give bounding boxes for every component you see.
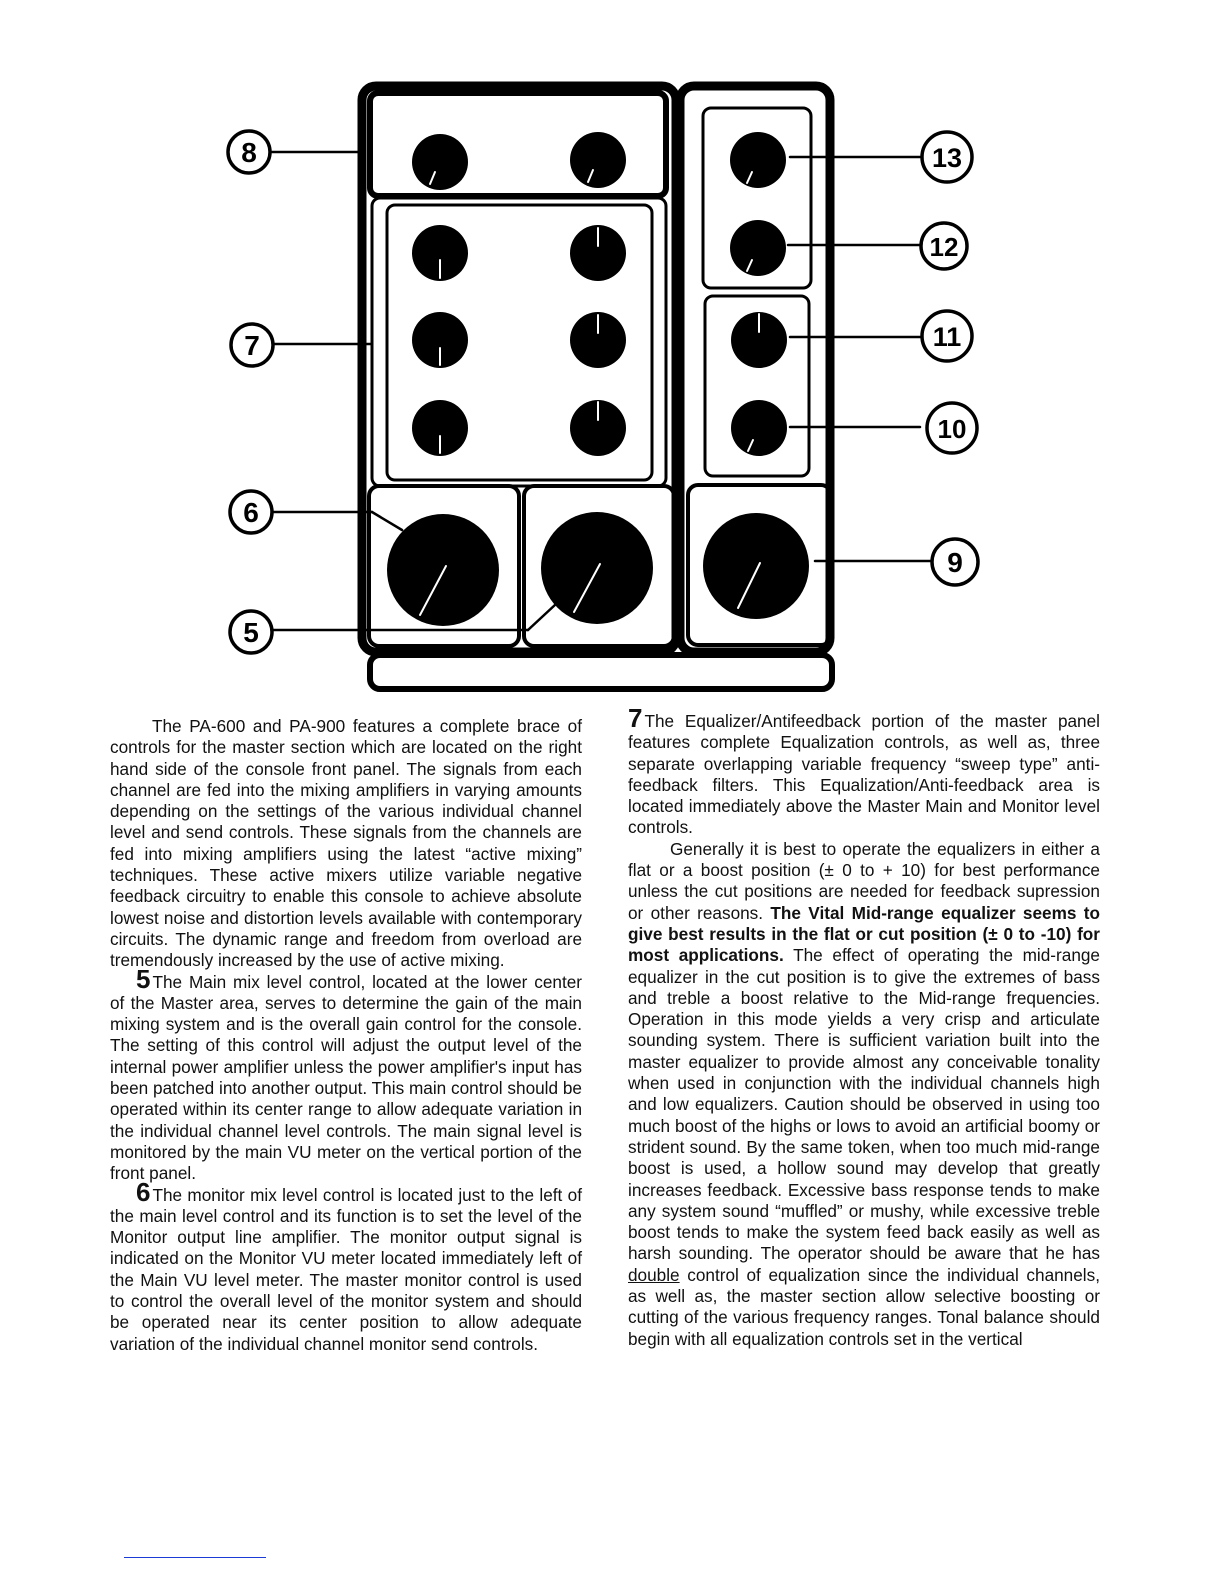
eq-text-a: Generally it is best to operate the equalizers in either a flat or a boost position (± 0 to + 10) for best performance unless the cut positions are needed for feedback supression or other reasons. <box>628 838 1100 923</box>
callout-6: 6 <box>243 497 259 528</box>
section-8-box <box>370 93 666 196</box>
left-text-column <box>110 716 582 1355</box>
eq-text-b: The effect of operating the mid-range equalizer in the cut position is to give the extremes of bass and treble a boost relative to the Mid-range frequencies. Operation in this mode yields a very crisp and articulate sounding system. There is sufficient variation built into the master equalizer to provide almost any conceivable tonality when used in conjunction with the individual channels high and low equalizers. Caution should be observed in using too much boost of the highs or lows to avoid an artificial boomy or strident sound. By the same token, when too much mid-range boost is used, a hollow sound may develop that greatly increases feedback. Excessive bass response tends to make any system sound “muffled” or mushy, while excessive treble boost tends to make the system feed back easily as well as harsh sounding. The operator should be aware that he has <box>628 945 1100 1264</box>
callout-7: 7 <box>244 330 260 361</box>
section-number-5: 5 <box>136 963 151 994</box>
callout-9: 9 <box>947 547 963 578</box>
right-paragraph-equalizers <box>628 839 1100 1350</box>
right-paragraph-7 <box>628 703 1100 839</box>
knob-9[interactable] <box>703 513 809 619</box>
bottom-bar <box>370 655 832 689</box>
knob-10[interactable] <box>731 400 787 456</box>
callout-12: 12 <box>929 232 959 262</box>
paragraph-7-text: The Equalizer/Antifeedback portion of the master panel features complete Equalization controls, as well as, three separate overlapping variable frequency “sweep type” anti-feedback filters. This Equalization/Anti-feedback area is located immediately above the Master Main and Monitor level controls. <box>628 711 1100 838</box>
knob-12[interactable] <box>730 220 786 276</box>
callout-8: 8 <box>241 137 257 168</box>
eq-bold-note: The Vital Mid-range equalizer seems to give best results in the flat or cut position (± 0 to -10) for most applications. <box>628 902 1100 966</box>
left-paragraph-6 <box>110 1176 582 1355</box>
knob-13[interactable] <box>730 132 786 188</box>
knob-8-right[interactable] <box>570 132 626 188</box>
section-number-7: 7 <box>628 703 643 733</box>
left-paragraph-5 <box>110 963 582 1185</box>
left-paragraph-intro: The PA-600 and PA-900 features a complete brace of controls for the master section which are located on the right hand side of the console front panel. The signals from each channel are fed into the mixing amplifiers in varying amounts depending on the settings of the various individual channel level and send controls. These signals from the channels are fed into mixing amplifiers using the latest “active mixing” techniques. These active mixers utilize variable negative feedback circuitry to enable this console to achieve absolute lowest noise and distortion levels available with contemporary circuits. The dynamic range and freedom from overload are tremendously increased by the use of active mixing. <box>110 716 582 971</box>
section-number-6: 6 <box>136 1176 151 1207</box>
callout-5: 5 <box>243 617 259 648</box>
paragraph-5-text: The Main mix level control, located at the lower center of the Master area, serves to determine the gain of the main mixing system and is the overall gain control for the console. The setting of this control will adjust the output level of the internal power amplifier unless the power amplifier's input has been patched into another output. This main control should be operated within its center range to allow adequate variation in the individual channel level controls. The main signal level is monitored by the main VU meter on the vertical portion of the front panel. <box>110 971 582 1184</box>
right-text-column <box>628 703 1100 1350</box>
eq-underlined-word: double <box>628 1264 680 1285</box>
callout-10: 10 <box>937 414 967 444</box>
callout-11: 11 <box>932 322 962 352</box>
footnote-rule <box>124 1557 266 1558</box>
callout-13: 13 <box>931 143 963 173</box>
master-section-diagram <box>0 0 1224 700</box>
paragraph-6-text: The monitor mix level control is located just to the left of the main level control and its function is to set the level of the Monitor output line amplifier. The monitor output signal is indicated on the Monitor VU meter located immediately left of the Main VU level meter. The master monitor control is used to control the overall level of the monitor system and should be operated near its center position to allow adequate variation of the individual channel monitor send controls. <box>110 1184 582 1354</box>
eq-text-c: control of equalization since the individual channels, as well as, the master section allow selective boosting or cutting of the various frequency ranges. Tonal balance should begin with all equalization controls set in the vertical <box>628 1264 1100 1349</box>
knob-8-left[interactable] <box>412 134 468 190</box>
